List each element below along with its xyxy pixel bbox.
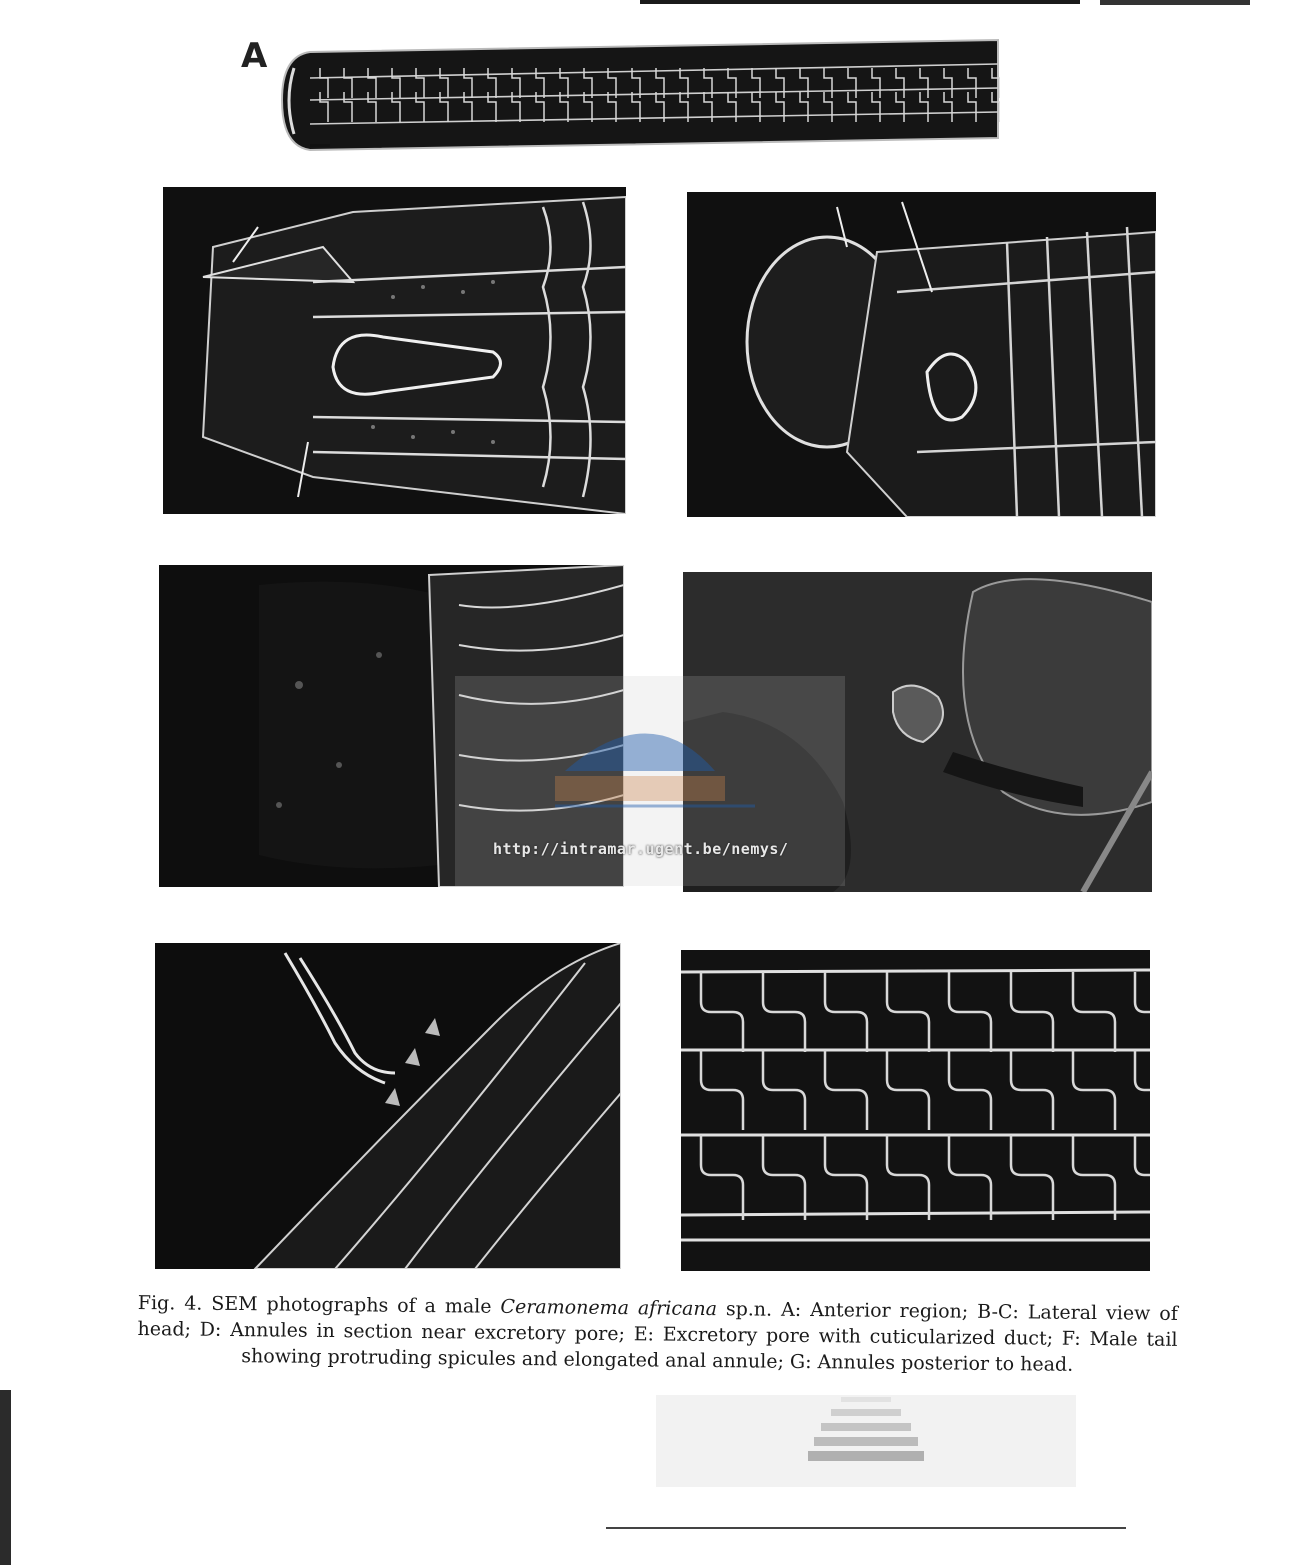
left-scan-edge <box>0 1390 11 1565</box>
photo-panel-g <box>681 950 1150 1271</box>
bottom-rule <box>606 1527 1126 1529</box>
photo-panel-b <box>163 187 626 514</box>
faded-logo <box>656 1395 1076 1487</box>
caption-lead: Fig. 4. SEM photographs of a male <box>137 1291 501 1318</box>
panel-label-a: A <box>241 36 268 76</box>
scale-bar <box>310 144 330 147</box>
photo-panel-a <box>280 38 1000 156</box>
caption-rest: sp.n. A: Anterior region; B-C: Lateral view of head; D: Annules in section near excretory pore; E: Excretory pore with cuticularized duct; F: Male tail showing protruding spicules and elongated anal annule; G: Annules posterior to head. <box>137 1298 1178 1376</box>
top-scan-edge-right <box>1100 0 1250 5</box>
caption-species: Ceramonema africana <box>500 1295 718 1321</box>
figure-caption <box>137 1290 1178 1379</box>
watermark-url: http://intramar.ugent.be/nemys/ <box>493 840 789 858</box>
photo-panel-f <box>155 943 621 1269</box>
photo-panel-c <box>687 192 1156 517</box>
photo-panel-d <box>159 565 624 887</box>
top-scan-edge <box>640 0 1080 4</box>
